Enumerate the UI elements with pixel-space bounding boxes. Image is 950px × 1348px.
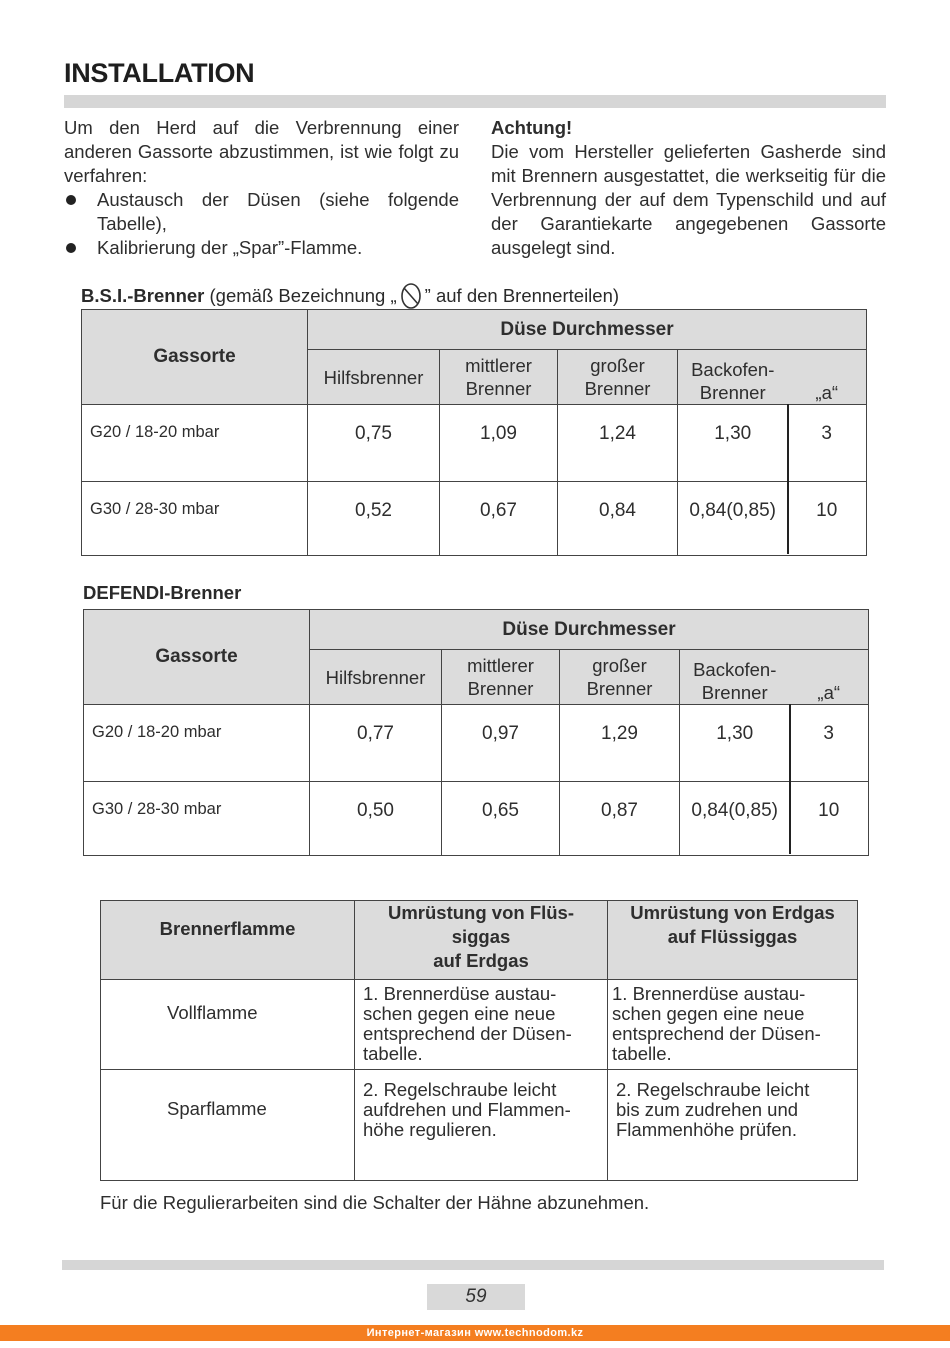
- nozzle-value-pair: 0,84(0,85) 10: [678, 482, 867, 556]
- nozzle-value-pair: 0,84(0,85) 10: [680, 782, 869, 856]
- footer-divider-bar: [62, 1260, 884, 1270]
- intro-left-column: [64, 116, 459, 260]
- nozzle-value: 1,09: [440, 405, 558, 482]
- flame-header: Brennerflamme: [101, 901, 355, 980]
- nozzle-value: 0,67: [440, 482, 558, 556]
- gas-type-header: Gassorte: [82, 310, 308, 405]
- bsi-nozzle-table: [81, 309, 867, 556]
- bullet-dot-icon: [66, 195, 76, 205]
- a-header: „a“: [815, 381, 839, 403]
- conversion-instruction: 2. Regelschraube leicht bis zum zudrehen und Flammenhöhe prüfen.: [608, 1070, 858, 1181]
- bsi-heading: [81, 282, 619, 310]
- nozzle-value-pair: 1,30 3: [680, 705, 869, 782]
- column-header: Backofen- Brenner „a“: [678, 350, 867, 405]
- column-header: mittlerer Brenner: [442, 650, 560, 705]
- bullet-text: Austausch der Düsen (siehe folgende Tabelle),: [97, 189, 459, 234]
- bullet-item: [64, 236, 459, 260]
- header-divider-bar: [64, 95, 886, 108]
- column-header: Backofen- Brenner „a“: [680, 650, 869, 705]
- column-header: Hilfsbrenner: [308, 350, 440, 405]
- intro-text: Um den Herd auf die Verbrennung einer anderen Gassorte abzustimmen, ist wie folgt zu verfahren:: [64, 117, 459, 186]
- flame-row-label: Sparflamme: [101, 1070, 355, 1181]
- nozzle-value: 1,24: [558, 405, 678, 482]
- gas-row-label: G20 / 18-20 mbar: [84, 705, 310, 782]
- bsi-burner-symbol-icon: [400, 282, 422, 310]
- bsi-heading-pre: (gemäß Bezeichnung „: [209, 285, 397, 306]
- bsi-heading-post: ” auf den Brennerteilen): [424, 285, 620, 306]
- defendi-nozzle-table: [83, 609, 869, 856]
- nozzle-value-pair: 1,30 3: [678, 405, 867, 482]
- bullet-item: [64, 188, 459, 236]
- nozzle-value: 0,77: [310, 705, 442, 782]
- nozzle-value: 0,84: [558, 482, 678, 556]
- gas-row-label: G20 / 18-20 mbar: [82, 405, 308, 482]
- nozzle-value: 1,29: [560, 705, 680, 782]
- nozzle-value: 0,50: [310, 782, 442, 856]
- conversion-table: [100, 900, 858, 1181]
- nozzle-value: 0,65: [442, 782, 560, 856]
- conversion-instruction: 1. Brennerdüse austau- schen gegen eine neue entsprechend der Düsen- tabelle.: [355, 980, 608, 1070]
- nozzle-value: 0,87: [560, 782, 680, 856]
- defendi-heading: DEFENDI-Brenner: [83, 582, 242, 603]
- lpg-to-natural-gas-header: Umrüstung von Flüs- siggas auf Erdgas: [355, 901, 608, 980]
- a-column-divider: [789, 704, 791, 854]
- warning-title: Achtung!: [491, 117, 573, 138]
- bullet-dot-icon: [66, 243, 76, 253]
- bsi-heading-bold: B.S.I.-Brenner: [81, 285, 205, 306]
- nozzle-value: 0,75: [308, 405, 440, 482]
- footer-banner: Интернет-магазин www.technodom.kz: [0, 1325, 950, 1341]
- a-header: „a“: [817, 681, 841, 703]
- column-header: Hilfsbrenner: [310, 650, 442, 705]
- flame-row-label: Vollflamme: [101, 980, 355, 1070]
- column-header: großer Brenner: [560, 650, 680, 705]
- nozzle-diameter-header: Düse Durchmesser: [308, 310, 867, 350]
- gas-type-header: Gassorte: [84, 610, 310, 705]
- bullet-text: Kalibrierung der „Spar”-Flamme.: [97, 237, 363, 258]
- nozzle-value: 0,97: [442, 705, 560, 782]
- column-header: großer Brenner: [558, 350, 678, 405]
- gas-row-label: G30 / 28-30 mbar: [84, 782, 310, 856]
- column-header: mittlerer Brenner: [440, 350, 558, 405]
- conversion-instruction: 2. Regelschraube leicht aufdrehen und Flammen- höhe regulieren.: [355, 1070, 608, 1181]
- nozzle-diameter-header: Düse Durchmesser: [310, 610, 869, 650]
- footnote: Für die Regulierarbeiten sind die Schalter der Hähne abzunehmen.: [100, 1192, 650, 1213]
- conversion-instruction: 1. Brennerdüse austau- schen gegen eine neue entsprechend der Düsen- tabelle.: [608, 980, 858, 1070]
- page-title: INSTALLATION: [64, 58, 255, 88]
- a-column-divider: [787, 404, 789, 554]
- warning-column: [491, 116, 886, 260]
- natural-gas-to-lpg-header: Umrüstung von Erdgas auf Flüssiggas: [608, 901, 858, 980]
- gas-row-label: G30 / 28-30 mbar: [82, 482, 308, 556]
- page-number: 59: [427, 1284, 525, 1310]
- warning-text: Die vom Hersteller gelieferten Gasherde sind mit Brennern ausgestattet, die werkseitig für die Verbrennung der auf dem Typenschild und auf der Garantiekarte angegebenen Gassorte ausgelegt sind.: [491, 141, 886, 258]
- nozzle-value: 0,52: [308, 482, 440, 556]
